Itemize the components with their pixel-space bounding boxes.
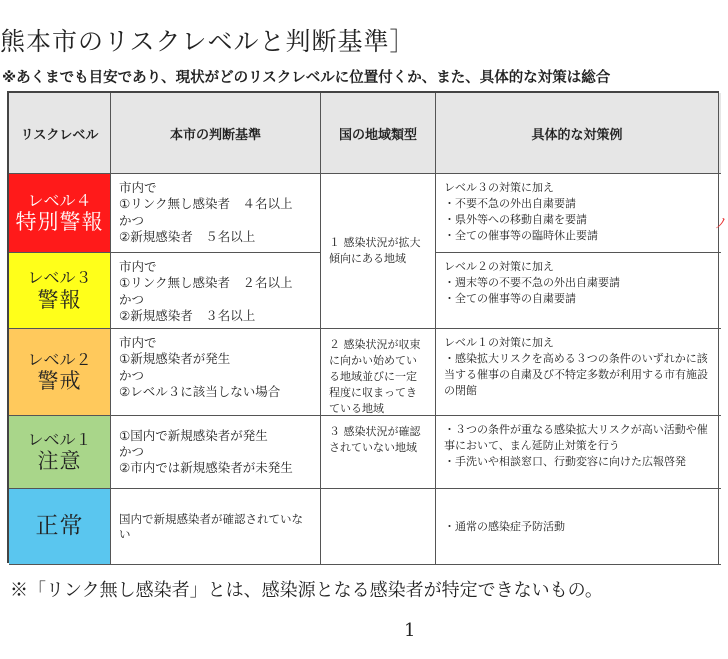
cut-cell — [719, 489, 721, 565]
risk-level-table — [7, 91, 719, 563]
level-normal-name: 正常 — [35, 513, 84, 540]
region-type-empty — [321, 489, 436, 565]
level-normal-measures: ・通常の感染症予防活動 — [436, 489, 719, 565]
level-3-badge — [9, 253, 111, 329]
footnote: ※「リンク無し感染者」とは、感染源となる感染者が特定できないもの。 — [10, 580, 603, 601]
level-normal-criteria: 国内で新規感染者が確認されていない — [111, 489, 321, 565]
level-4-name: 特別警報 — [15, 210, 104, 235]
header-city-criteria: 本市の判断基準 — [111, 93, 321, 174]
page-title: 熊本市のリスクレベルと判断基準］ — [0, 27, 416, 56]
level-1-label: レベル１ — [27, 429, 92, 449]
level-3-measures: レベル２の対策に加え ・週末等の不要不急の外出自粛要請 ・全ての催事等の自粛要請 — [436, 253, 719, 329]
header-national-region-type: 国の地域類型 — [321, 93, 436, 174]
level-2-measures: レベル１の対策に加え ・感染拡大リスクを高める３つの条件のいずれかに該当する催事の自粛及び不特定多数が利用する市有施設の閉館 — [436, 329, 719, 416]
level-3-name: 警報 — [37, 287, 82, 312]
page-number: 1 — [404, 620, 416, 641]
level-1-criteria: ①国内で新規感染者が発生 かつ ②市内では新規感染者が未発生 — [111, 416, 321, 489]
region-type-1: １ 感染状況が拡大傾向にある地域 — [321, 174, 436, 329]
level-2-name: 警戒 — [37, 369, 82, 394]
level-4-criteria: 市内で ①リンク無し感染者 ４名以上 かつ ②新規感染者 ５名以上 — [111, 174, 321, 253]
level-normal-badge — [9, 489, 111, 565]
cut-cell — [719, 416, 721, 489]
level-2-label: レベル２ — [27, 349, 92, 369]
region-type-2: ２ 感染状況が収束に向かい始めている地域並びに一定程度に収まってきている地域 — [321, 329, 436, 416]
header-cut-column — [719, 93, 721, 174]
disclaimer-note: ※あくまでも目安であり、現状がどのリスクレベルに位置付くか、また、具体的な対策は総合 — [2, 70, 611, 86]
cut-cell — [719, 253, 721, 329]
level-3-label: レベル３ — [27, 268, 92, 288]
level-2-criteria: 市内で ①新規感染者が発生 かつ ②レベル３に該当しない場合 — [111, 329, 321, 416]
level-3-criteria: 市内で ①リンク無し感染者 ２名以上 かつ ②新規感染者 ３名以上 — [111, 253, 321, 329]
header-measures: 具体的な対策例 — [436, 93, 719, 174]
level-1-name: 注意 — [37, 449, 82, 474]
cut-off-red-mark: ノ — [714, 216, 728, 232]
level-1-badge — [9, 416, 111, 489]
level-2-badge — [9, 329, 111, 416]
header-risk-level: リスクレベル — [9, 93, 111, 174]
level-4-measures: レベル３の対策に加え ・不要不急の外出自粛要請 ・県外等への移動自粛を要請 ・全ての催事等の臨時休止要請 — [436, 174, 719, 253]
level-1-measures: ・３つの条件が重なる感染拡大リスクが高い活動や催事において、まん延防止対策を行う ・手洗いや相談窓口、行動変容に向けた広報啓発 — [436, 416, 719, 489]
region-type-3: ３ 感染状況が確認されていない地域 — [321, 416, 436, 489]
level-4-badge — [9, 174, 111, 253]
cut-cell — [719, 329, 721, 416]
level-4-label: レベル４ — [27, 190, 92, 210]
